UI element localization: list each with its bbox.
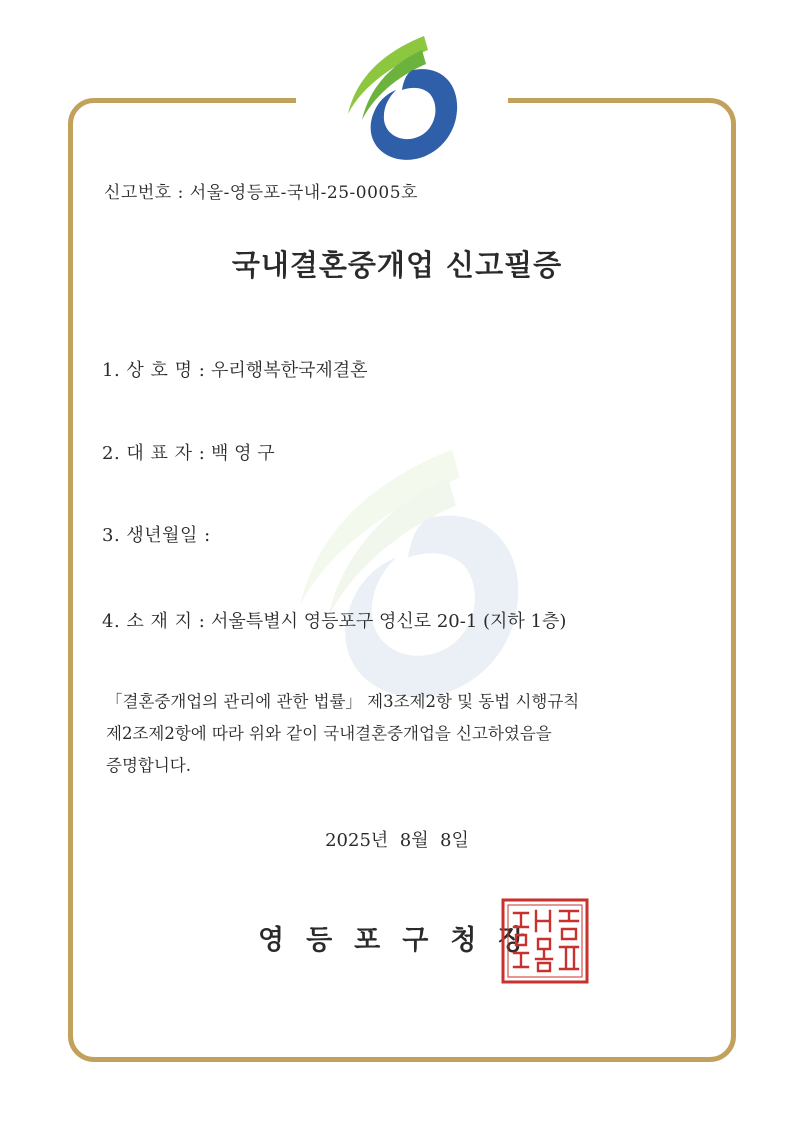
emblem-watermark-icon — [280, 445, 540, 710]
statement-line: 증명합니다. — [106, 756, 191, 775]
field-representative — [102, 439, 275, 465]
yeongdeungpo-emblem-icon — [338, 34, 468, 166]
statement-line: 「결혼중개업의 관리에 관한 법률」 제3조제2항 및 동법 시행규칙 — [106, 692, 580, 711]
field-label: 2. 대 표 자 : — [102, 443, 206, 464]
official-seal-icon — [500, 897, 590, 985]
field-address — [102, 607, 566, 633]
statement-line: 제2조제2항에 따라 위와 같이 국내결혼중개업을 신고하였음을 — [106, 724, 552, 743]
certification-statement — [106, 686, 696, 782]
issue-date: 2025년 8월 8일 — [325, 830, 469, 851]
field-birthdate — [102, 521, 211, 547]
certificate-title: 국내결혼중개업 신고필증 — [231, 248, 563, 282]
field-label: 4. 소 재 지 : — [102, 611, 206, 632]
field-label: 3. 생년월일 : — [102, 525, 211, 546]
registration-number: 신고번호 : 서울-영등포-국내-25-0005호 — [104, 183, 418, 203]
issuer-name: 영등포구청장 — [258, 925, 547, 956]
field-value: 우리행복한국제결혼 — [211, 360, 368, 381]
field-value: 백 영 구 — [211, 443, 275, 464]
field-label: 1. 상 호 명 : — [102, 360, 206, 381]
field-business-name — [102, 356, 368, 382]
field-value: 서울특별시 영등포구 영신로 20-1 (지하 1층) — [211, 611, 567, 632]
